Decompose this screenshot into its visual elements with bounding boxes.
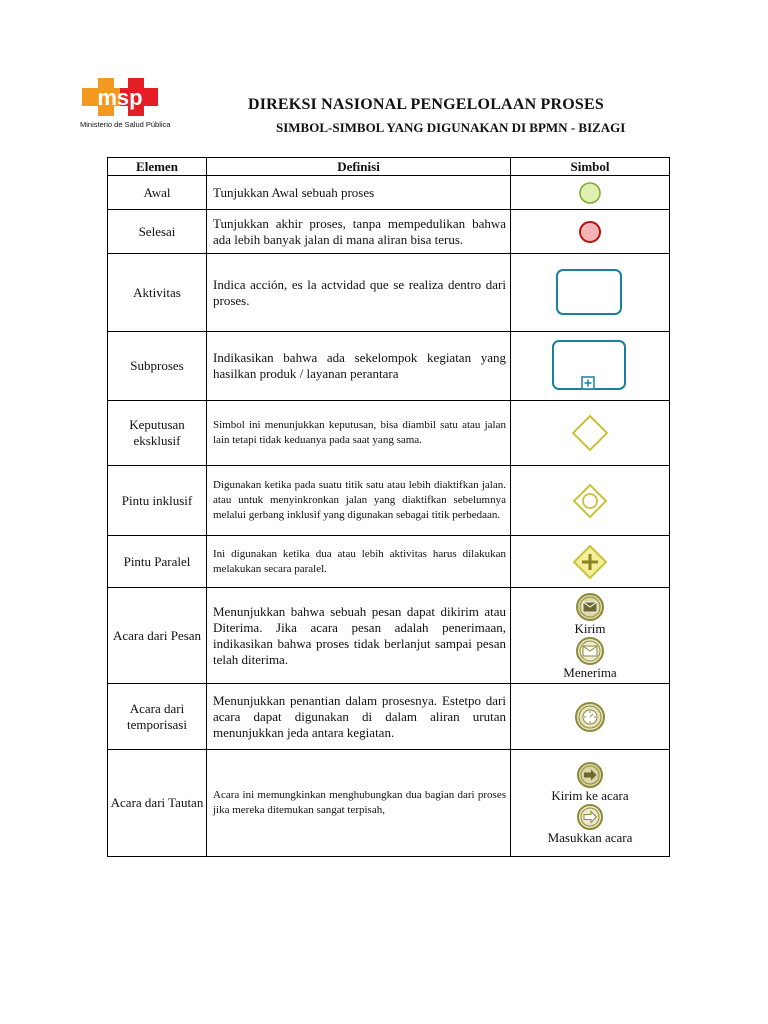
table-row bbox=[108, 332, 670, 401]
symbol-cell bbox=[511, 466, 670, 536]
element-name: Aktivitas bbox=[108, 254, 207, 332]
element-definition: Tunjukkan akhir proses, tanpa mempedulikan bahwa ada lebih banyak jalan di mana aliran bisa terus. bbox=[207, 210, 511, 254]
element-definition: Acara ini memungkinkan menghubungkan dua bagian dari proses jika mereka ditemukan sangat terpisah, bbox=[207, 750, 511, 857]
header-elemen: Elemen bbox=[108, 158, 207, 176]
symbol-cell bbox=[511, 332, 670, 401]
parallel-gateway-icon bbox=[572, 544, 608, 580]
timer-event-icon bbox=[573, 700, 607, 734]
task-icon bbox=[555, 268, 625, 318]
table-row bbox=[108, 176, 670, 210]
header-definisi: Definisi bbox=[207, 158, 511, 176]
element-name: Selesai bbox=[108, 210, 207, 254]
element-definition: Ini digunakan ketika dua atau lebih aktivitas harus dilakukan melakukan secara paralel. bbox=[207, 536, 511, 588]
logo-text: msp bbox=[97, 85, 143, 110]
link-send-label: Kirim ke acara bbox=[551, 788, 629, 803]
logo-caption: Ministerio de Salud Pública bbox=[80, 120, 171, 129]
link-send-icon bbox=[574, 761, 606, 789]
table-row bbox=[108, 466, 670, 536]
msp-logo bbox=[80, 74, 200, 134]
table-row bbox=[108, 254, 670, 332]
element-name: Awal bbox=[108, 176, 207, 210]
symbol-cell bbox=[511, 588, 670, 684]
element-definition: Simbol ini menunjukkan keputusan, bisa diambil satu atau jalan lain tetapi tidak keduanya pada saat yang sama. bbox=[207, 401, 511, 466]
element-name: Acara dari Tautan bbox=[108, 750, 207, 857]
bpmn-symbol-table bbox=[107, 157, 670, 857]
element-definition: Menunjukkan bahwa sebuah pesan dapat dikirim atau Diterima. Jika acara pesan adalah penerimaan, indikasikan bahwa proses tidak berlanjut sampai pesan telah diterima. bbox=[207, 588, 511, 684]
element-name: Pintu Paralel bbox=[108, 536, 207, 588]
symbol-cell bbox=[511, 750, 670, 857]
element-definition: Indica acción, es la actvidad que se realiza dentro dari proses. bbox=[207, 254, 511, 332]
element-name: Acara dari temporisasi bbox=[108, 684, 207, 750]
table-row bbox=[108, 750, 670, 857]
start-event-icon bbox=[577, 180, 603, 206]
table-row bbox=[108, 684, 670, 750]
exclusive-gateway-icon bbox=[570, 413, 610, 453]
element-definition: Indikasikan bahwa ada sekelompok kegiatan yang hasilkan produk / layanan perantara bbox=[207, 332, 511, 401]
element-definition: Tunjukkan Awal sebuah proses bbox=[207, 176, 511, 210]
element-name: Pintu inklusif bbox=[108, 466, 207, 536]
header-simbol: Simbol bbox=[511, 158, 670, 176]
table-row bbox=[108, 536, 670, 588]
symbol-cell bbox=[511, 176, 670, 210]
element-name: Keputusan eksklusif bbox=[108, 401, 207, 466]
table-row bbox=[108, 401, 670, 466]
table-row bbox=[108, 588, 670, 684]
page-subtitle: SIMBOL-SIMBOL YANG DIGUNAKAN DI BPMN - BIZAGI bbox=[276, 120, 626, 135]
symbol-cell bbox=[511, 254, 670, 332]
message-send-icon bbox=[573, 592, 607, 622]
link-receive-label: Masukkan acara bbox=[547, 830, 633, 845]
message-receive-icon bbox=[573, 636, 607, 666]
element-definition: Digunakan ketika pada suatu titik satu atau lebih diaktifkan jalan. atau untuk menyinkronkan jalan yang diaktifkan sebelumnya melalui gerbang inklusif yang digunakan sebagai titik perbedaan. bbox=[207, 466, 511, 536]
table-header-row bbox=[108, 158, 670, 176]
subprocess-icon bbox=[551, 339, 629, 393]
page-title: DIREKSI NASIONAL PENGELOLAAN PROSES bbox=[248, 96, 604, 113]
symbol-cell bbox=[511, 684, 670, 750]
symbol-cell bbox=[511, 536, 670, 588]
message-send-label: Kirim bbox=[574, 620, 606, 636]
end-event-icon bbox=[577, 219, 603, 245]
link-receive-icon bbox=[574, 803, 606, 831]
inclusive-gateway-icon bbox=[572, 483, 608, 519]
table-row bbox=[108, 210, 670, 254]
symbol-cell bbox=[511, 210, 670, 254]
symbol-cell bbox=[511, 401, 670, 466]
element-name: Subproses bbox=[108, 332, 207, 401]
element-definition: Menunjukkan penantian dalam prosesnya. Estetpo dari acara dapat digunakan di dalam aliran urutan menunjukkan jeda antara kegiatan. bbox=[207, 684, 511, 750]
element-name: Acara dari Pesan bbox=[108, 588, 207, 684]
message-receive-label: Menerima bbox=[563, 664, 617, 680]
